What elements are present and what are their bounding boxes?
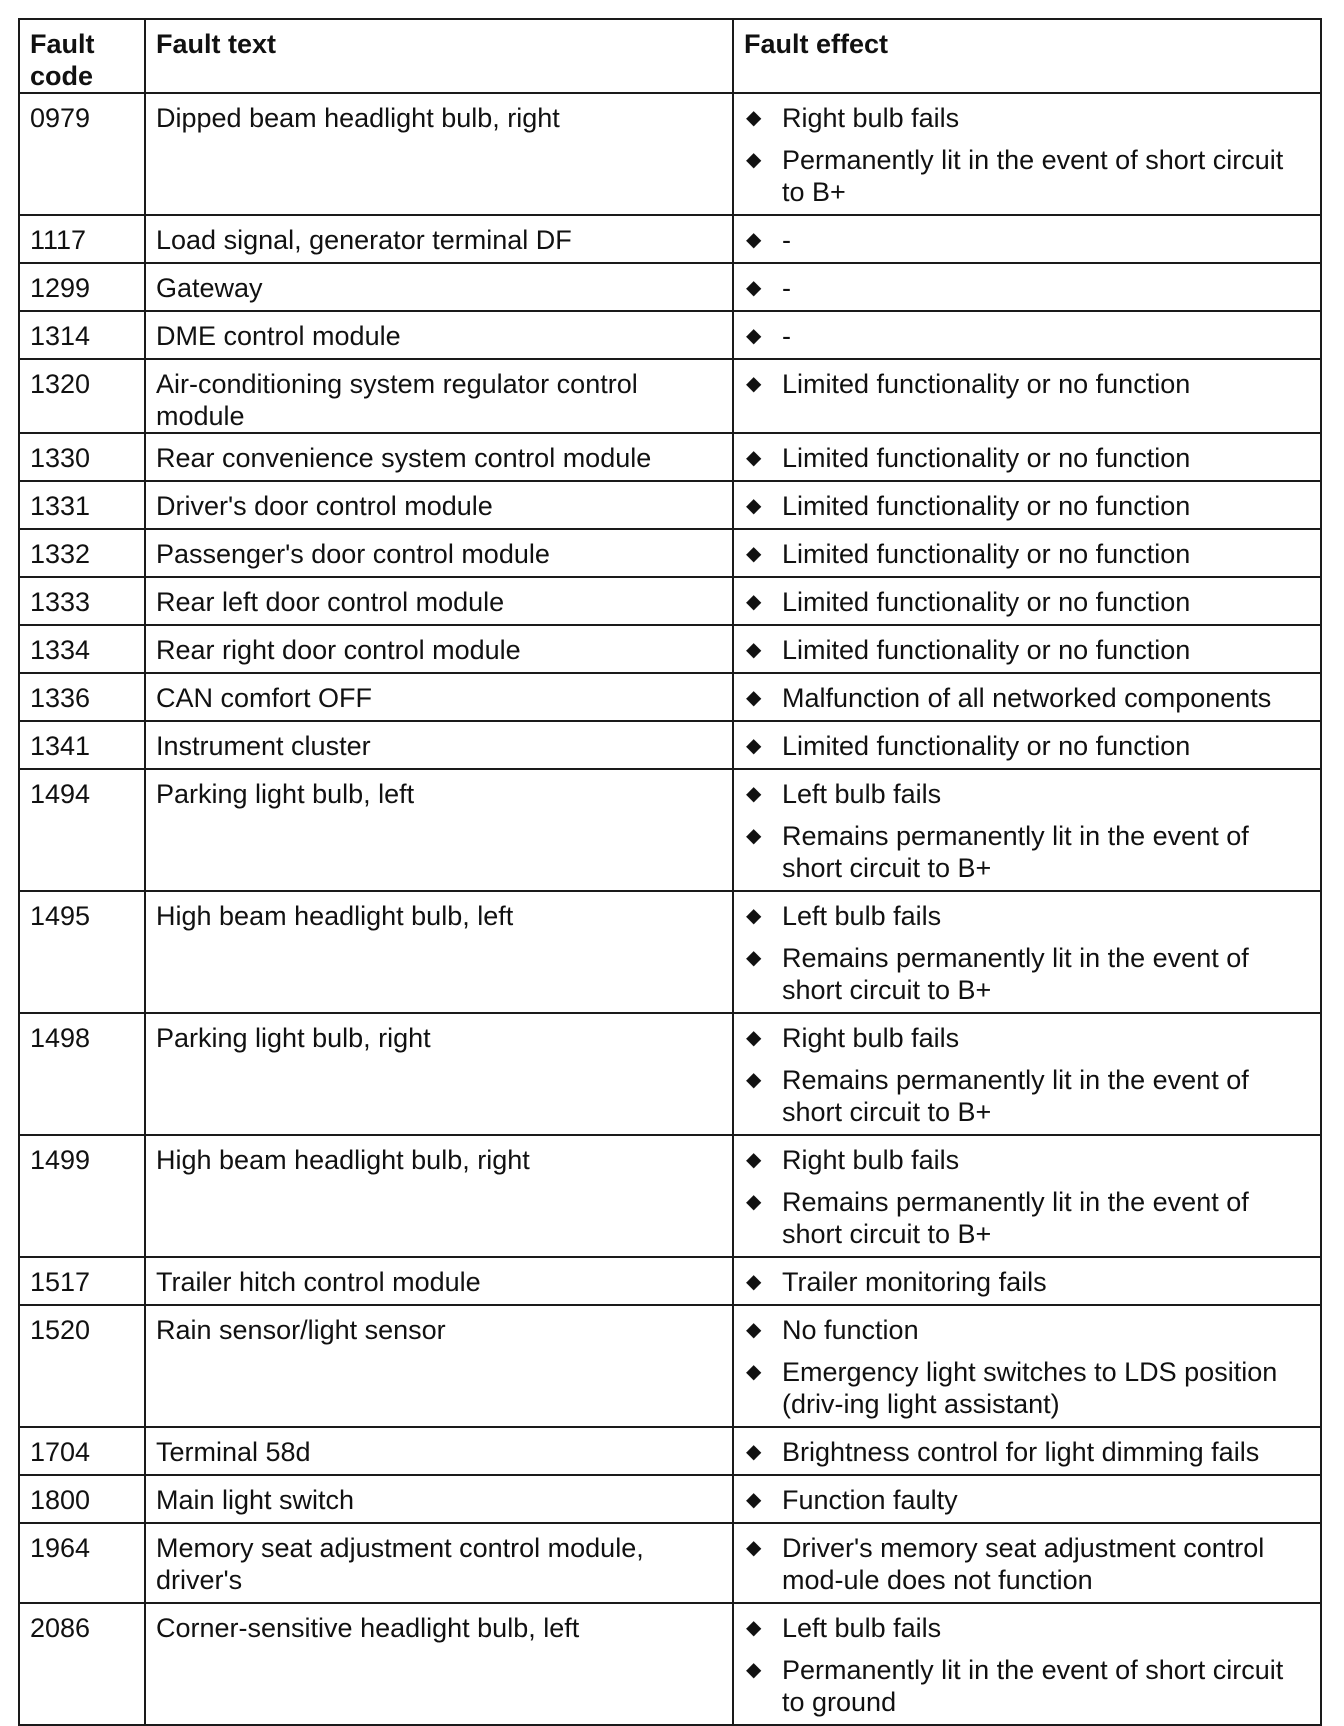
fault-code-cell: 1494: [19, 769, 145, 891]
diamond-bullet-icon: ◆: [746, 1537, 762, 1559]
fault-effect-text: Permanently lit in the event of short circuit to ground: [782, 1655, 1284, 1717]
fault-effect-text: Function faulty: [782, 1485, 958, 1515]
fault-text-cell: Memory seat adjustment control module, driver's: [145, 1523, 733, 1603]
fault-code-cell: 1117: [19, 215, 145, 263]
table-row: [19, 1257, 1321, 1305]
diamond-bullet-icon: ◆: [746, 325, 762, 347]
fault-effect-text: Brightness control for light dimming fails: [782, 1437, 1260, 1467]
fault-effect-item: [744, 1532, 1312, 1596]
fault-effect-cell: [733, 1135, 1321, 1257]
fault-effect-cell: [733, 359, 1321, 433]
fault-effect-list: [744, 272, 1312, 304]
fault-effect-text: -: [782, 321, 791, 351]
fault-effect-cell: [733, 311, 1321, 359]
table-row: [19, 1427, 1321, 1475]
fault-code-cell: 1333: [19, 577, 145, 625]
diamond-bullet-icon: ◆: [746, 735, 762, 757]
fault-effect-cell: [733, 529, 1321, 577]
fault-text-cell: Driver's door control module: [145, 481, 733, 529]
table-body: [19, 93, 1321, 1725]
fault-effect-list: [744, 442, 1312, 474]
fault-effect-cell: [733, 263, 1321, 311]
fault-effect-item: [744, 1186, 1312, 1250]
diamond-bullet-icon: ◆: [746, 947, 762, 969]
fault-effect-item: [744, 1612, 1312, 1644]
fault-effect-cell: [733, 1427, 1321, 1475]
fault-effect-text: Limited functionality or no function: [782, 491, 1191, 521]
fault-effect-text: -: [782, 273, 791, 303]
fault-text-cell: Parking light bulb, left: [145, 769, 733, 891]
fault-effect-item: [744, 1144, 1312, 1176]
fault-effect-item: [744, 1266, 1312, 1298]
fault-text-cell: Gateway: [145, 263, 733, 311]
fault-effect-list: [744, 224, 1312, 256]
fault-text-cell: Dipped beam headlight bulb, right: [145, 93, 733, 215]
fault-text-cell: Rear convenience system control module: [145, 433, 733, 481]
fault-effect-list: [744, 1436, 1312, 1468]
fault-code-cell: 1320: [19, 359, 145, 433]
fault-text-cell: Terminal 58d: [145, 1427, 733, 1475]
fault-effect-text: Emergency light switches to LDS position (driv-ing light assistant): [782, 1357, 1278, 1419]
fault-effect-list: [744, 1612, 1312, 1718]
fault-code-cell: 1341: [19, 721, 145, 769]
fault-effect-text: Left bulb fails: [782, 901, 942, 931]
fault-effect-text: Remains permanently lit in the event of short circuit to B+: [782, 821, 1249, 883]
diamond-bullet-icon: ◆: [746, 591, 762, 613]
table-row: [19, 625, 1321, 673]
table-row: [19, 1135, 1321, 1257]
table-row: [19, 577, 1321, 625]
table-row: [19, 1013, 1321, 1135]
fault-effect-cell: [733, 1305, 1321, 1427]
diamond-bullet-icon: ◆: [746, 783, 762, 805]
diamond-bullet-icon: ◆: [746, 639, 762, 661]
fault-effect-text: Limited functionality or no function: [782, 587, 1191, 617]
diamond-bullet-icon: ◆: [746, 1319, 762, 1341]
fault-text-cell: Corner-sensitive headlight bulb, left: [145, 1603, 733, 1725]
diamond-bullet-icon: ◆: [746, 687, 762, 709]
fault-text-cell: Instrument cluster: [145, 721, 733, 769]
fault-effect-item: [744, 1064, 1312, 1128]
fault-effect-cell: [733, 577, 1321, 625]
fault-effect-item: [744, 730, 1312, 762]
diamond-bullet-icon: ◆: [746, 1271, 762, 1293]
diamond-bullet-icon: ◆: [746, 1069, 762, 1091]
fault-effect-list: [744, 538, 1312, 570]
fault-effect-text: -: [782, 225, 791, 255]
fault-effect-cell: [733, 721, 1321, 769]
diamond-bullet-icon: ◆: [746, 1617, 762, 1639]
table-row: [19, 891, 1321, 1013]
fault-effect-item: [744, 320, 1312, 352]
fault-effect-cell: [733, 891, 1321, 1013]
fault-effect-list: [744, 586, 1312, 618]
table-row: [19, 359, 1321, 433]
fault-effect-text: Driver's memory seat adjustment control mod-ule does not function: [782, 1533, 1265, 1595]
fault-effect-list: [744, 1022, 1312, 1128]
diamond-bullet-icon: ◆: [746, 1191, 762, 1213]
fault-text-cell: Parking light bulb, right: [145, 1013, 733, 1135]
fault-effect-list: [744, 778, 1312, 884]
table-header-row: [19, 19, 1321, 93]
fault-effect-text: Limited functionality or no function: [782, 539, 1191, 569]
header-fault-code: Fault code: [19, 19, 145, 93]
fault-code-cell: 1800: [19, 1475, 145, 1523]
table-row: [19, 769, 1321, 891]
fault-effect-list: [744, 1266, 1312, 1298]
fault-code-cell: 1499: [19, 1135, 145, 1257]
fault-code-cell: 1964: [19, 1523, 145, 1603]
diamond-bullet-icon: ◆: [746, 825, 762, 847]
diamond-bullet-icon: ◆: [746, 229, 762, 251]
fault-code-cell: 1336: [19, 673, 145, 721]
fault-effect-text: Remains permanently lit in the event of short circuit to B+: [782, 943, 1249, 1005]
table-row: [19, 481, 1321, 529]
diamond-bullet-icon: ◆: [746, 1489, 762, 1511]
fault-effect-text: Left bulb fails: [782, 779, 942, 809]
fault-effect-cell: [733, 625, 1321, 673]
fault-code-cell: 1334: [19, 625, 145, 673]
table-row: [19, 311, 1321, 359]
fault-effect-cell: [733, 93, 1321, 215]
header-fault-effect: Fault effect: [733, 19, 1321, 93]
fault-effect-item: [744, 682, 1312, 714]
diamond-bullet-icon: ◆: [746, 495, 762, 517]
fault-effect-text: Remains permanently lit in the event of short circuit to B+: [782, 1187, 1249, 1249]
fault-effect-item: [744, 224, 1312, 256]
fault-effect-item: [744, 1654, 1312, 1718]
fault-text-cell: Trailer hitch control module: [145, 1257, 733, 1305]
fault-text-cell: Air-conditioning system regulator control module: [145, 359, 733, 433]
fault-effect-list: [744, 730, 1312, 762]
fault-effect-list: [744, 900, 1312, 1006]
diamond-bullet-icon: ◆: [746, 1149, 762, 1171]
fault-effect-text: Right bulb fails: [782, 103, 960, 133]
fault-effect-item: [744, 490, 1312, 522]
fault-code-cell: 1495: [19, 891, 145, 1013]
fault-effect-list: [744, 1484, 1312, 1516]
fault-effect-cell: [733, 215, 1321, 263]
fault-effect-item: [744, 1356, 1312, 1420]
diamond-bullet-icon: ◆: [746, 1361, 762, 1383]
diamond-bullet-icon: ◆: [746, 1659, 762, 1681]
fault-effect-cell: [733, 1475, 1321, 1523]
fault-effect-item: [744, 102, 1312, 134]
fault-code-cell: 0979: [19, 93, 145, 215]
fault-effect-item: [744, 1022, 1312, 1054]
fault-effect-text: Permanently lit in the event of short circuit to B+: [782, 145, 1284, 207]
fault-effect-list: [744, 682, 1312, 714]
fault-code-table: [18, 18, 1322, 1726]
fault-effect-text: No function: [782, 1315, 919, 1345]
fault-effect-list: [744, 1532, 1312, 1596]
fault-effect-item: [744, 586, 1312, 618]
fault-effect-text: Left bulb fails: [782, 1613, 942, 1643]
table-row: [19, 1475, 1321, 1523]
table-row: [19, 433, 1321, 481]
fault-effect-list: [744, 320, 1312, 352]
fault-effect-item: [744, 820, 1312, 884]
table-row: [19, 1523, 1321, 1603]
fault-effect-item: [744, 900, 1312, 932]
fault-effect-text: Limited functionality or no function: [782, 635, 1191, 665]
diamond-bullet-icon: ◆: [746, 447, 762, 469]
fault-code-cell: 1498: [19, 1013, 145, 1135]
fault-code-cell: 1314: [19, 311, 145, 359]
fault-effect-item: [744, 272, 1312, 304]
table-row: [19, 673, 1321, 721]
fault-code-cell: 1331: [19, 481, 145, 529]
fault-text-cell: Rear left door control module: [145, 577, 733, 625]
diamond-bullet-icon: ◆: [746, 1027, 762, 1049]
fault-effect-cell: [733, 433, 1321, 481]
diamond-bullet-icon: ◆: [746, 1441, 762, 1463]
fault-effect-item: [744, 538, 1312, 570]
fault-code-cell: 1330: [19, 433, 145, 481]
fault-effect-item: [744, 144, 1312, 208]
fault-effect-list: [744, 368, 1312, 400]
fault-code-cell: 2086: [19, 1603, 145, 1725]
fault-effect-text: Remains permanently lit in the event of short circuit to B+: [782, 1065, 1249, 1127]
diamond-bullet-icon: ◆: [746, 905, 762, 927]
table-row: [19, 721, 1321, 769]
fault-effect-list: [744, 1144, 1312, 1250]
fault-text-cell: Rear right door control module: [145, 625, 733, 673]
fault-code-cell: 1299: [19, 263, 145, 311]
diamond-bullet-icon: ◆: [746, 107, 762, 129]
fault-text-cell: DME control module: [145, 311, 733, 359]
diamond-bullet-icon: ◆: [746, 149, 762, 171]
fault-effect-text: Right bulb fails: [782, 1023, 960, 1053]
diamond-bullet-icon: ◆: [746, 277, 762, 299]
diamond-bullet-icon: ◆: [746, 373, 762, 395]
table-row: [19, 1603, 1321, 1725]
fault-effect-item: [744, 1436, 1312, 1468]
fault-effect-text: Limited functionality or no function: [782, 369, 1191, 399]
fault-effect-cell: [733, 1603, 1321, 1725]
fault-effect-item: [744, 1314, 1312, 1346]
fault-effect-cell: [733, 673, 1321, 721]
table-row: [19, 1305, 1321, 1427]
fault-effect-item: [744, 942, 1312, 1006]
table-row: [19, 263, 1321, 311]
fault-code-cell: 1520: [19, 1305, 145, 1427]
fault-effect-item: [744, 1484, 1312, 1516]
fault-text-cell: CAN comfort OFF: [145, 673, 733, 721]
fault-text-cell: Passenger's door control module: [145, 529, 733, 577]
table-row: [19, 93, 1321, 215]
table-row: [19, 215, 1321, 263]
fault-effect-text: Limited functionality or no function: [782, 443, 1191, 473]
fault-effect-item: [744, 634, 1312, 666]
fault-effect-item: [744, 442, 1312, 474]
fault-text-cell: Main light switch: [145, 1475, 733, 1523]
fault-effect-text: Trailer monitoring fails: [782, 1267, 1047, 1297]
fault-effect-list: [744, 102, 1312, 208]
fault-effect-cell: [733, 1013, 1321, 1135]
fault-effect-text: Malfunction of all networked components: [782, 683, 1272, 713]
fault-effect-text: Limited functionality or no function: [782, 731, 1191, 761]
fault-code-cell: 1332: [19, 529, 145, 577]
fault-effect-list: [744, 634, 1312, 666]
fault-code-cell: 1517: [19, 1257, 145, 1305]
fault-text-cell: High beam headlight bulb, left: [145, 891, 733, 1013]
fault-code-cell: 1704: [19, 1427, 145, 1475]
fault-effect-text: Right bulb fails: [782, 1145, 960, 1175]
header-fault-text: Fault text: [145, 19, 733, 93]
fault-effect-item: [744, 778, 1312, 810]
fault-effect-cell: [733, 481, 1321, 529]
fault-text-cell: Load signal, generator terminal DF: [145, 215, 733, 263]
fault-effect-cell: [733, 769, 1321, 891]
fault-effect-cell: [733, 1257, 1321, 1305]
fault-effect-list: [744, 490, 1312, 522]
fault-effect-list: [744, 1314, 1312, 1420]
fault-text-cell: Rain sensor/light sensor: [145, 1305, 733, 1427]
fault-effect-item: [744, 368, 1312, 400]
fault-text-cell: High beam headlight bulb, right: [145, 1135, 733, 1257]
table-row: [19, 529, 1321, 577]
fault-effect-cell: [733, 1523, 1321, 1603]
diamond-bullet-icon: ◆: [746, 543, 762, 565]
